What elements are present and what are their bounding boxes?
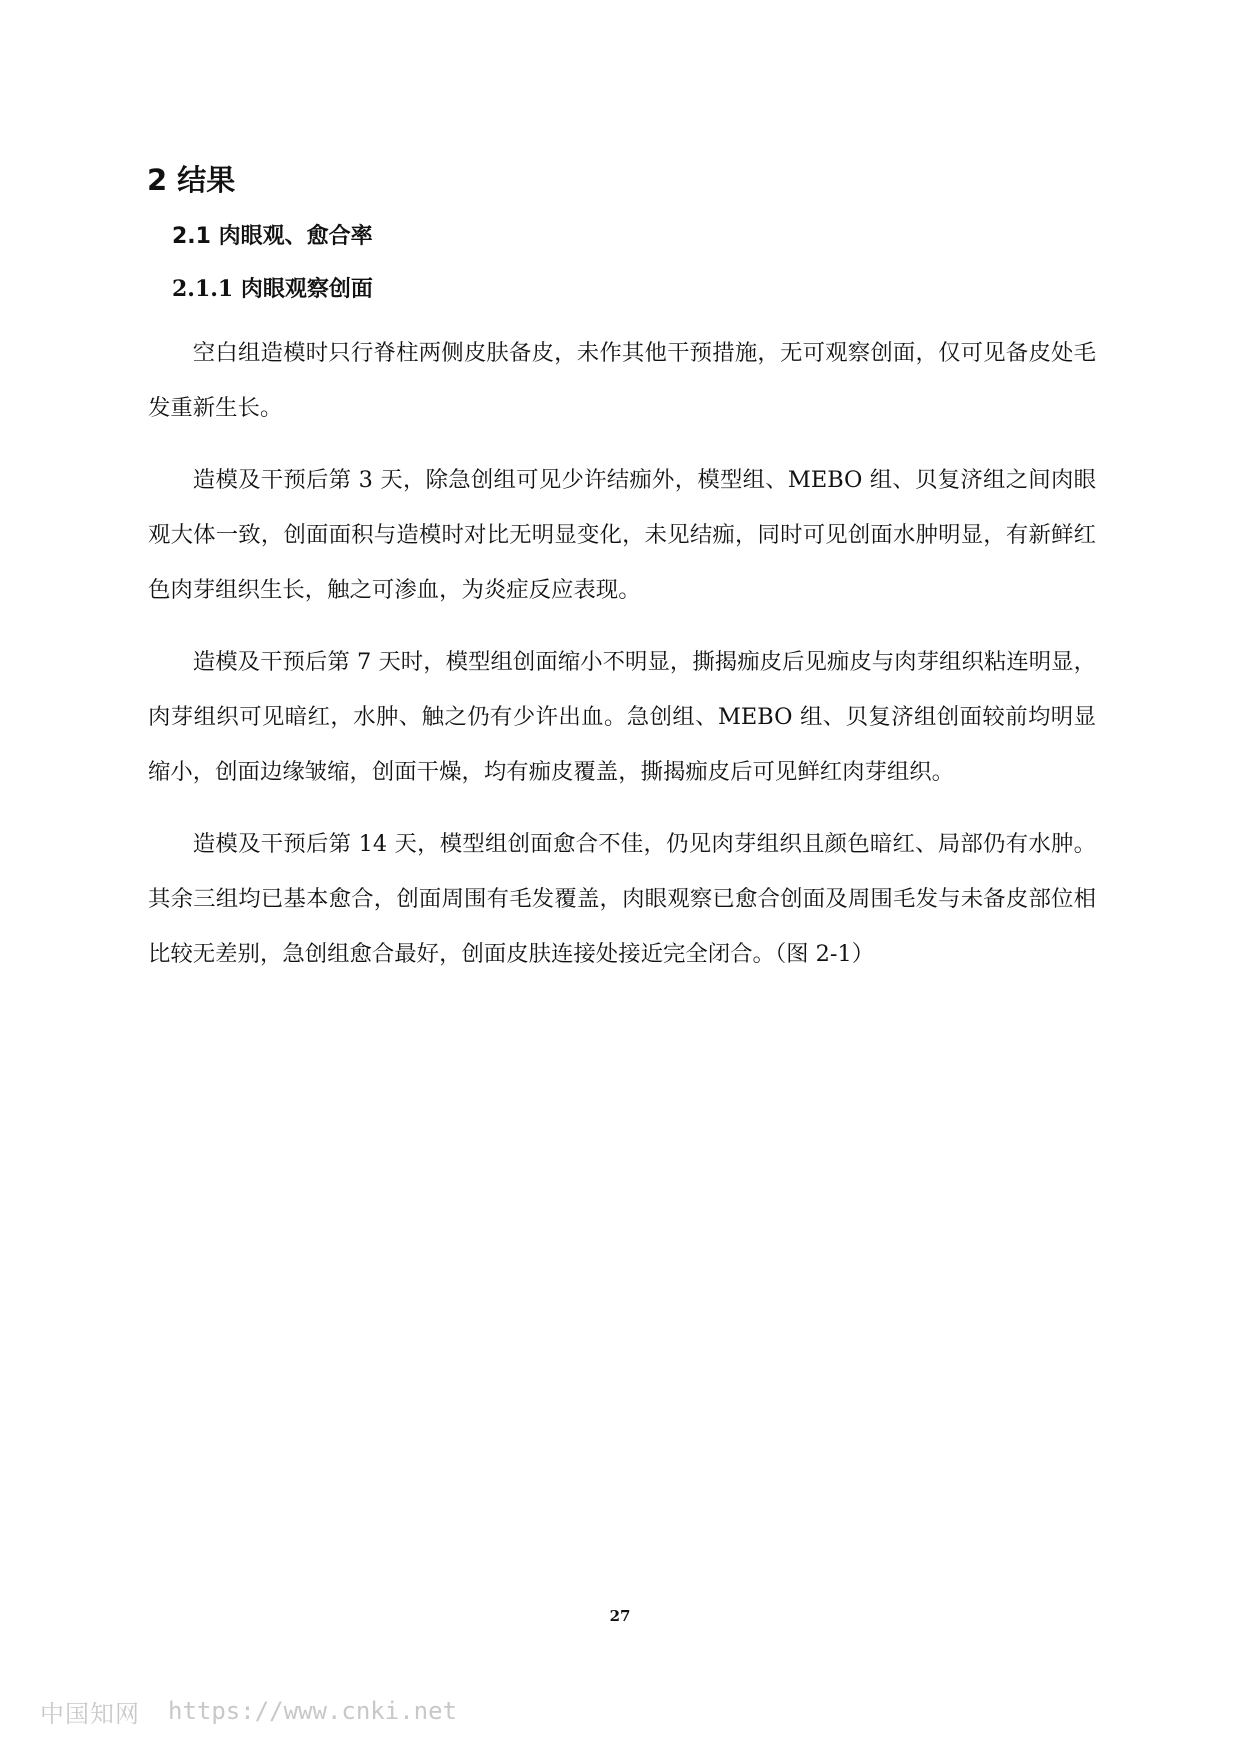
watermark-url: https://www.cnki.net xyxy=(168,1697,457,1725)
subsection-heading: 2.1 肉眼观、愈合率 xyxy=(172,224,373,249)
paragraph-blank-group: 空白组造模时只行脊柱两侧皮肤备皮，未作其他干预措施，无可观察创面，仅可见备皮处毛发重新生长。 xyxy=(148,340,1096,421)
cnki-watermark xyxy=(40,1696,457,1726)
paragraph-day-14: 造模及干预后第 14 天，模型组创面愈合不佳，仍见肉芽组织且颜色暗红、局部仍有水肿。其余三组均已基本愈合，创面周围有毛发覆盖，肉眼观察已愈合创面及周围毛发与未备皮部位相比较无差别，急创组愈合最好，创面皮肤连接处接近完全闭合。（图 2-1） xyxy=(148,831,1096,967)
section-heading: 2 结果 xyxy=(147,163,236,197)
paragraph-day-7: 造模及干预后第 7 天时，模型组创面缩小不明显，撕揭痂皮后见痂皮与肉芽组织粘连明显，肉芽组织可见暗红，水肿、触之仍有少许出血。急创组、MEBO 组、贝复济组创面较前均明显缩小，创面边缘皱缩，创面干燥，均有痂皮覆盖，撕揭痂皮后可见鲜红肉芽组织。 xyxy=(148,649,1096,785)
paragraph-day-3: 造模及干预后第 3 天，除急创组可见少许结痂外，模型组、MEBO 组、贝复济组之间肉眼观大体一致，创面面积与造模时对比无明显变化，未见结痂，同时可见创面水肿明显，有新鲜红色肉芽组织生长，触之可渗血，为炎症反应表现。 xyxy=(148,467,1096,603)
page-number: 27 xyxy=(609,1607,631,1625)
subsubsection-heading: 2.1.1 肉眼观察创面 xyxy=(172,276,373,302)
watermark-logo: 中国知网 xyxy=(40,1699,140,1728)
body-text xyxy=(148,326,1096,999)
